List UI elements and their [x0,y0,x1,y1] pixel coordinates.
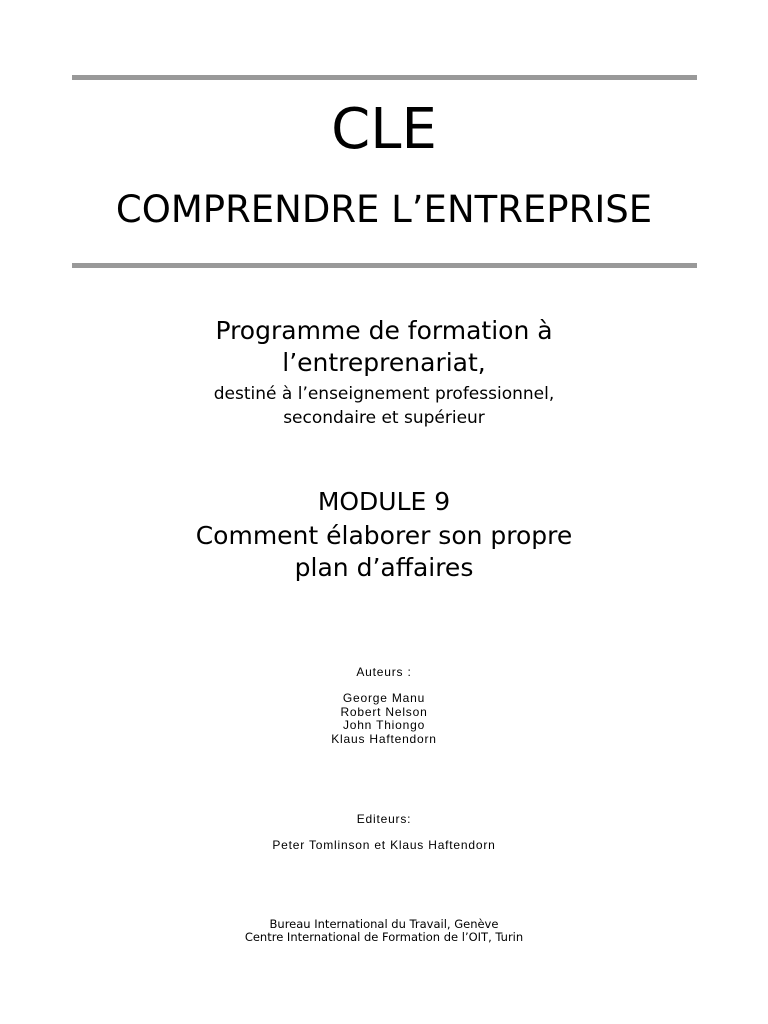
program-title [0,315,768,379]
editors-label: Editeurs: [356,812,412,826]
bottom-divider [72,263,697,268]
program-subtitle [0,382,768,430]
program-subtitle-line: destiné à l’enseignement professionnel, [213,384,555,404]
module-title-line: Comment élaborer son propre [195,521,573,550]
program-subtitle-line: secondaire et supérieur [283,408,485,428]
author-name: George Manu [342,691,426,705]
program-title-line: l’entreprenariat, [282,348,486,377]
title-full: COMPRENDRE L’ENTREPRISE [115,188,653,231]
publisher-line: Centre International de Formation de l’OIT, Turin [244,930,524,944]
module-number: MODULE 9 [317,487,451,516]
module-title [0,520,768,584]
publisher-line: Bureau International du Travail, Genève [269,917,499,931]
module-title-line: plan d’affaires [294,553,474,582]
authors-list [0,692,768,746]
top-divider [72,75,697,80]
publisher-block [0,918,768,944]
editors-names: Peter Tomlinson et Klaus Haftendorn [272,838,496,852]
title-abbreviation: CLE [331,97,437,162]
program-title-line: Programme de formation à [215,316,553,345]
author-name: Klaus Haftendorn [331,731,437,746]
author-name: John Thiongo [342,718,426,732]
author-name: Robert Nelson [340,704,428,719]
authors-label: Auteurs : [356,665,412,679]
